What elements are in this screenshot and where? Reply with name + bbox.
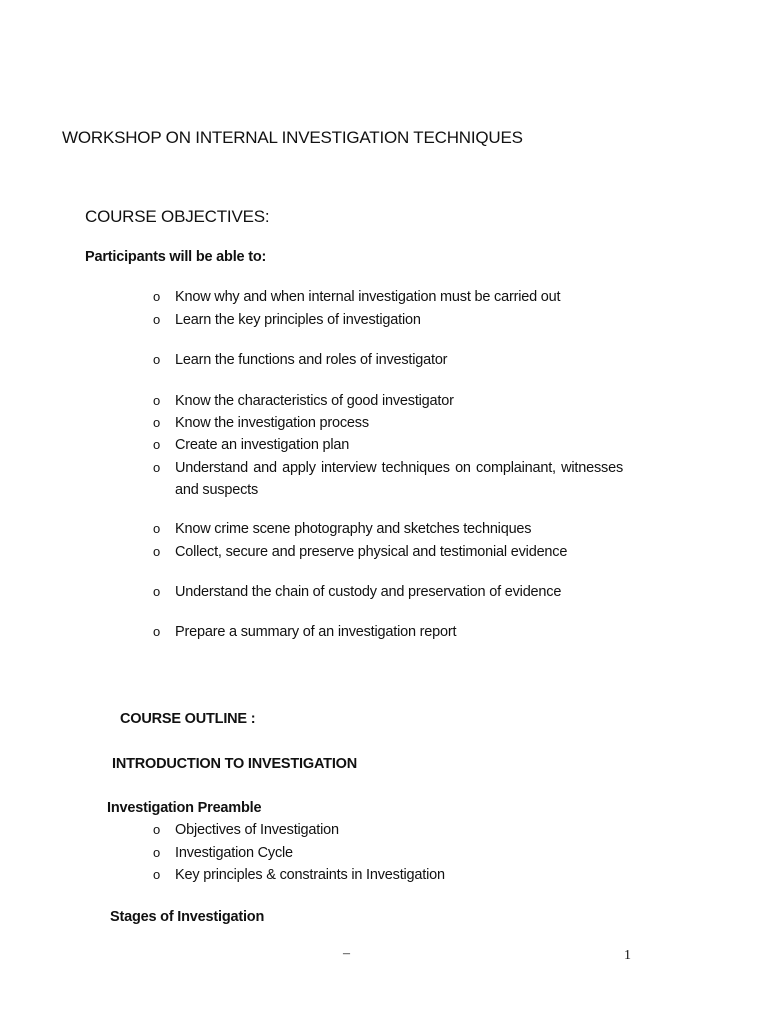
- objective-text: Understand and apply interview techniques on complainant, witnesses and suspects: [175, 460, 623, 498]
- objective-item: [153, 390, 623, 412]
- outline-text: Objectives of Investigation: [175, 822, 339, 838]
- objective-text: Create an investigation plan: [175, 437, 350, 453]
- bullet-marker: o: [153, 393, 161, 408]
- objective-text: Learn the functions and roles of investigator: [175, 352, 448, 368]
- outline-item: [153, 864, 623, 886]
- bullet-marker: o: [153, 415, 161, 430]
- bullet-marker: o: [153, 437, 161, 452]
- outline-item: [153, 819, 623, 841]
- objective-item: [153, 621, 623, 643]
- subsection-heading: Investigation Preamble: [107, 800, 262, 816]
- outline-text: Investigation Cycle: [175, 845, 293, 861]
- objective-item: [153, 286, 623, 308]
- section-heading: INTRODUCTION TO INVESTIGATION: [112, 756, 357, 772]
- course-outline-heading: COURSE OUTLINE :: [120, 711, 256, 727]
- outline-text: Key principles & constraints in Investigation: [175, 867, 445, 883]
- course-objectives-heading: COURSE OBJECTIVES:: [85, 207, 270, 226]
- objective-item: [153, 309, 623, 331]
- objective-text: Know the investigation process: [175, 415, 369, 431]
- objective-item: [153, 581, 623, 603]
- objective-item: [153, 457, 623, 501]
- subsection-heading: Stages of Investigation: [110, 909, 265, 925]
- bullet-marker: o: [153, 584, 161, 599]
- bullet-marker: o: [153, 460, 161, 475]
- objective-text: Know why and when internal investigation must be carried out: [175, 289, 561, 305]
- bullet-marker: o: [153, 867, 161, 882]
- objective-text: Know the characteristics of good investigator: [175, 393, 454, 409]
- objective-text: Know crime scene photography and sketches techniques: [175, 521, 532, 537]
- document-title: WORKSHOP ON INTERNAL INVESTIGATION TECHNIQUES: [62, 128, 523, 147]
- outline-item: [153, 842, 623, 864]
- objective-item: [153, 434, 623, 456]
- footer-dash: –: [343, 946, 350, 961]
- objective-item: [153, 518, 623, 540]
- bullet-marker: o: [153, 289, 161, 304]
- bullet-marker: o: [153, 352, 161, 367]
- bullet-marker: o: [153, 312, 161, 327]
- objective-text: Understand the chain of custody and preservation of evidence: [175, 584, 562, 600]
- objective-item: [153, 349, 623, 371]
- bullet-marker: o: [153, 544, 161, 559]
- objective-text: Collect, secure and preserve physical and testimonial evidence: [175, 544, 568, 560]
- page-number: 1: [624, 948, 631, 963]
- bullet-marker: o: [153, 845, 161, 860]
- objective-text: Prepare a summary of an investigation report: [175, 624, 457, 640]
- participants-intro: Participants will be able to:: [85, 249, 267, 265]
- objective-item: [153, 412, 623, 434]
- bullet-marker: o: [153, 624, 161, 639]
- bullet-marker: o: [153, 521, 161, 536]
- objective-item: [153, 541, 623, 563]
- objective-text: Learn the key principles of investigation: [175, 312, 421, 328]
- bullet-marker: o: [153, 822, 161, 837]
